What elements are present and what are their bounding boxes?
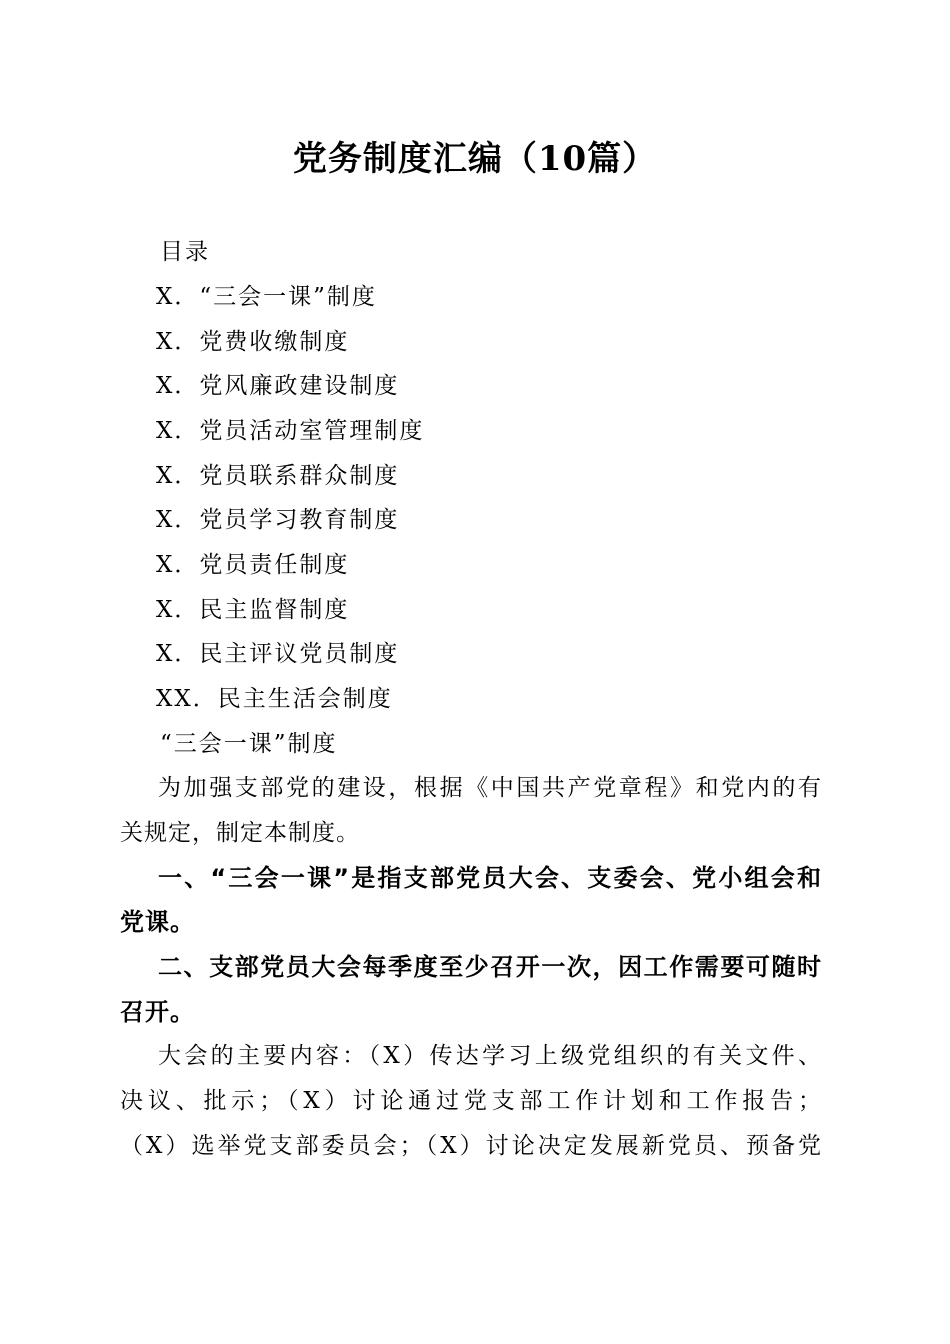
toc-item: X．党风廉政建设制度 — [156, 373, 400, 399]
toc-item: X．党员学习教育制度 — [156, 507, 400, 533]
paragraph-line: 决议、批示；（X）讨论通过党支部工作计划和工作报告； — [120, 1088, 822, 1114]
document-title: 党务制度汇编（10篇） — [292, 139, 658, 179]
clause-heading-line: 党课。 — [120, 908, 195, 936]
paragraph-line: 大会的主要内容：（X）传达学习上级党组织的有关文件、 — [158, 1043, 822, 1069]
toc-item: X．党员责任制度 — [156, 552, 350, 578]
toc-item: X．民主监督制度 — [156, 597, 350, 623]
paragraph-line: 关规定，制定本制度。 — [120, 820, 360, 846]
toc-item: XX．民主生活会制度 — [156, 686, 393, 712]
toc-heading: 目录 — [160, 239, 210, 265]
clause-heading-line: 一、“三会一课”是指支部党员大会、支委会、党小组会和 — [158, 864, 822, 892]
paragraph-line: （X）选举党支部委员会；（X）讨论决定发展新党员、预备党 — [120, 1133, 822, 1159]
toc-item: X．党员活动室管理制度 — [156, 418, 425, 444]
toc-item: X．党费收缴制度 — [156, 329, 350, 355]
section-title: “三会一课”制度 — [160, 731, 338, 757]
toc-item: X．民主评议党员制度 — [156, 641, 400, 667]
clause-heading-line: 召开。 — [120, 998, 195, 1026]
toc-item: X．“三会一课”制度 — [156, 284, 377, 310]
clause-heading-line: 二、支部党员大会每季度至少召开一次，因工作需要可随时 — [158, 953, 822, 981]
toc-item: X．党员联系群众制度 — [156, 463, 400, 489]
paragraph-line: 为加强支部党的建设，根据《中国共产党章程》和党内的有 — [158, 775, 822, 801]
